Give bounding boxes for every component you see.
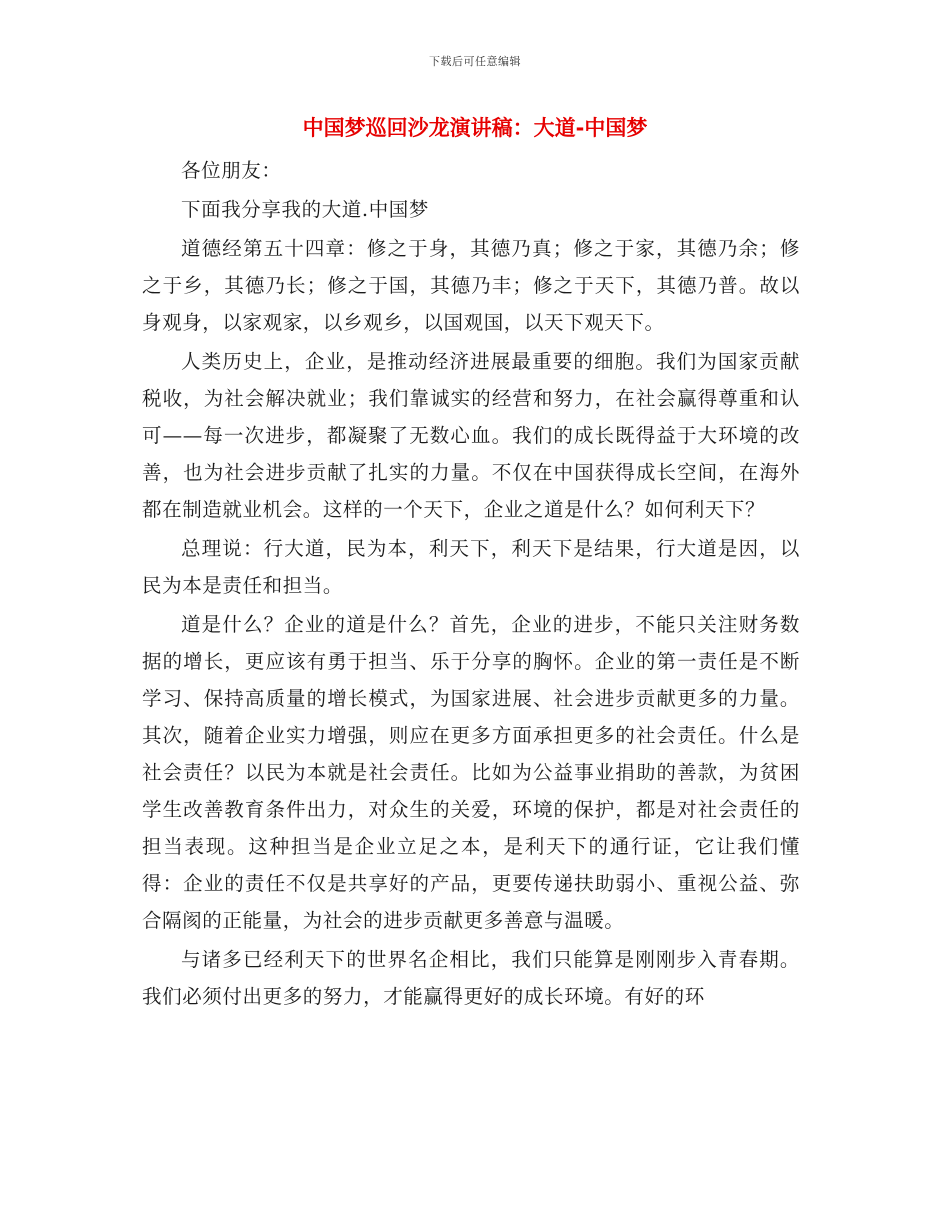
paragraph-daodejing: 道德经第五十四章：修之于身，其德乃真；修之于家，其德乃余；修之于乡，其德乃长；修之于国，其德乃丰；修之于天下，其德乃普。故以身观身，以家观家，以乡观乡，以国观国，以天下观天下。 bbox=[142, 237, 800, 334]
paragraph-greeting: 各位朋友： bbox=[181, 159, 282, 182]
document-title: 中国梦巡回沙龙演讲稿：大道-中国梦 bbox=[302, 116, 648, 140]
paragraph-comparison: 与诸多已经利天下的世界名企相比，我们只能算是刚刚步入青春期。我们必须付出更多的努力，才能赢得更好的成长环境。有好的环 bbox=[142, 948, 800, 1008]
paragraph-enterprise-history: 人类历史上，企业，是推动经济进展最重要的细胞。我们为国家贡献税收，为社会解决就业；我们靠诚实的经营和努力，在社会赢得尊重和认可——每一次进步，都凝聚了无数心血。我们的成长既得益于大环境的改善，也为社会进步贡献了扎实的力量。不仅在中国获得成长空间，在海外都在制造就业机会。这样的一个天下，企业之道是什么？如何利天下？ bbox=[142, 350, 800, 521]
document-body bbox=[142, 152, 800, 1017]
paragraph-enterprise-dao: 道是什么？企业的道是什么？首先，企业的进步，不能只关注财务数据的增长，更应该有勇于担当、乐于分享的胸怀。企业的第一责任是不断学习、保持高质量的增长模式，为国家进展、社会进步贡献更多的力量。其次，随着企业实力增强，则应在更多方面承担更多的社会责任。什么是社会责任？以民为本就是社会责任。比如为公益事业捐助的善款，为贫困学生改善教育条件出力，对众生的关爱，环境的保护，都是对社会责任的担当表现。这种担当是企业立足之本，是利天下的通行证，它让我们懂得：企业的责任不仅是共享好的产品，更要传递扶助弱小、重视公益、弥合隔阂的正能量，为社会的进步贡献更多善意与温暖。 bbox=[142, 613, 800, 932]
paragraph-premier-quote: 总理说：行大道，民为本，利天下，利天下是结果，行大道是因，以民为本是责任和担当。 bbox=[142, 537, 800, 597]
page-header: 下载后可任意编辑 bbox=[429, 55, 521, 68]
paragraph-intro: 下面我分享我的大道.中国梦 bbox=[181, 198, 429, 221]
